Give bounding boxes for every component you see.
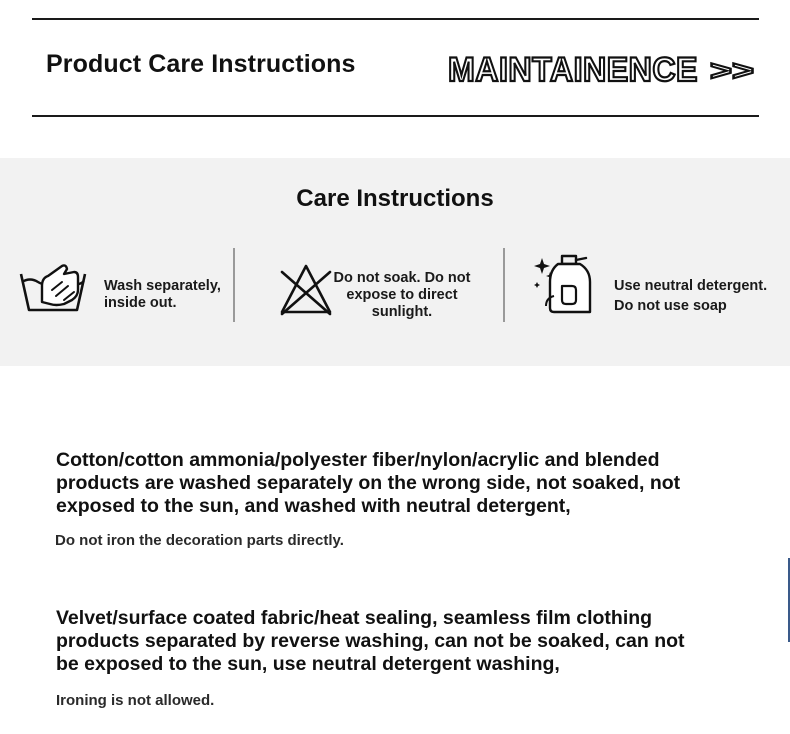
- maintenance-badge-text: MAINTAINENCE: [448, 51, 698, 89]
- header-top-rule: [32, 18, 759, 20]
- care-item-wash: [18, 246, 233, 326]
- care-text-detergent: Use neutral detergent. Do not use soap: [614, 278, 768, 314]
- header-bottom-rule: [32, 115, 759, 117]
- care-instructions-panel: [0, 158, 790, 366]
- care-note-velvet: Ironing is not allowed.: [56, 692, 215, 709]
- care-item-detergent: [532, 246, 782, 326]
- care-section-velvet: Velvet/surface coated fabric/heat sealing, seamless film clothing products separated by reverse washing, can not be soaked, can not be exposed to the sun, use neutral detergent washing,: [56, 607, 685, 675]
- care-note-cotton: Do not iron the decoration parts directly.: [55, 532, 344, 549]
- care-divider-1: [233, 248, 235, 322]
- care-divider-2: [503, 248, 505, 322]
- detergent-bottle-icon: [532, 252, 598, 323]
- care-title: Care Instructions: [296, 185, 494, 212]
- no-soak-no-sun-icon: [278, 262, 334, 323]
- maintenance-arrows: >>: [710, 55, 754, 86]
- hand-wash-icon: [18, 260, 88, 321]
- care-item-no-soak: [276, 246, 501, 326]
- maintenance-badge: [448, 50, 758, 90]
- care-text-wash: Wash separately, inside out.: [104, 278, 221, 311]
- page-title: Product Care Instructions: [46, 50, 356, 78]
- care-text-no-soak: Do not soak. Do not expose to direct sunlight.: [333, 270, 471, 320]
- care-section-cotton: Cotton/cotton ammonia/polyester fiber/nylon/acrylic and blended products are washed separately on the wrong side, not soaked, not exposed to the sun, and washed with neutral detergent,: [56, 449, 681, 517]
